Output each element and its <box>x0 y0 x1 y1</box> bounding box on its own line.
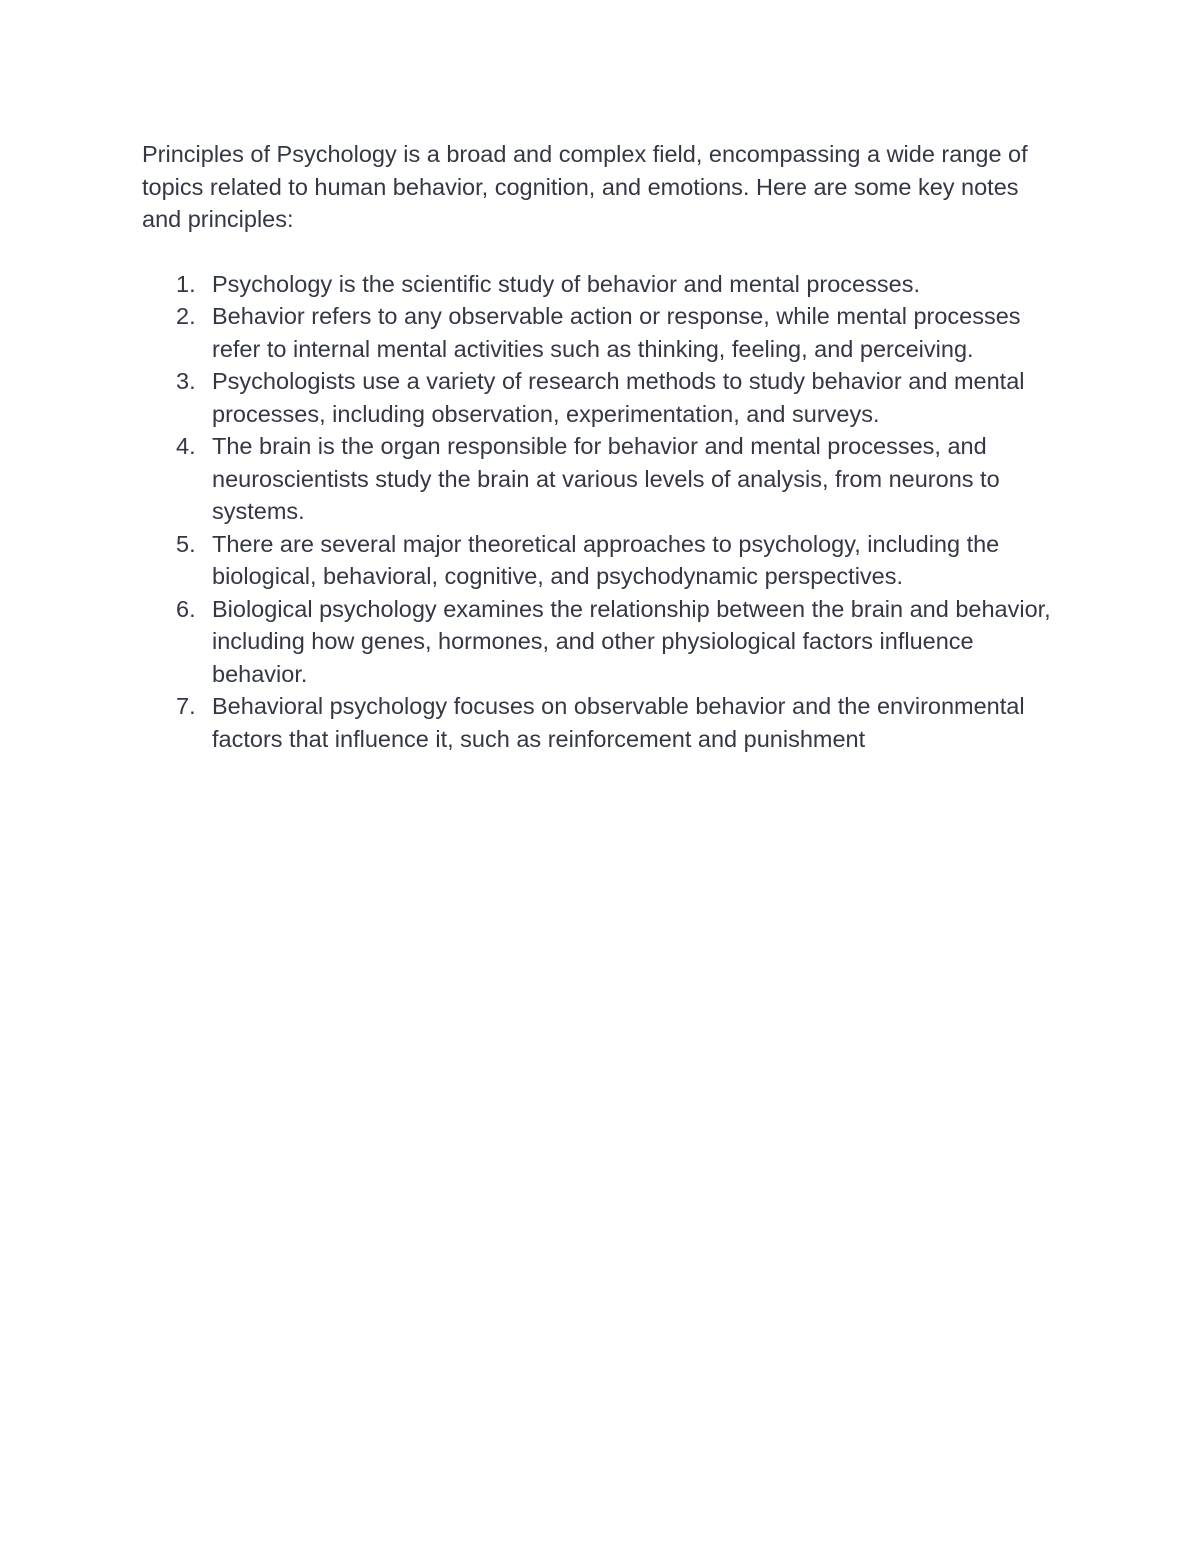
document-body <box>142 138 1062 755</box>
list-item-number: 7. <box>176 693 196 719</box>
list-item-text: Behavior refers to any observable action or response, while mental processes refer to internal mental activities such as thinking, feeling, and perceiving. <box>212 303 1021 362</box>
list-item-text: The brain is the organ responsible for behavior and mental processes, and neuroscientists study the brain at various levels of analysis, from neurons to systems. <box>212 433 1000 524</box>
list-item-text: There are several major theoretical approaches to psychology, including the biological, behavioral, cognitive, and psychodynamic perspectives. <box>212 530 1000 589</box>
list-item-number: 2. <box>176 303 196 329</box>
list-item-number: 6. <box>176 595 196 622</box>
list-item <box>142 528 1062 593</box>
list-item <box>142 268 1062 301</box>
list-item-number: 4. <box>176 433 196 459</box>
key-notes-list <box>142 268 1062 756</box>
list-item <box>142 300 1062 365</box>
list-item <box>142 690 1062 755</box>
list-item <box>142 593 1062 691</box>
list-item-number: 3. <box>176 368 196 394</box>
list-item-text: Psychology is the scientific study of behavior and mental processes. <box>212 270 920 297</box>
intro-paragraph: Principles of Psychology is a broad and complex field, encompassing a wide range of topics related to human behavior, cognition, and emotions. Here are some key notes and principles: <box>142 141 1028 232</box>
list-item <box>142 430 1062 528</box>
list-item-text: Psychologists use a variety of research methods to study behavior and mental processes, including observation, experimentation, and surveys. <box>212 368 1025 427</box>
list-item-number: 5. <box>176 530 196 557</box>
list-item-text: Behavioral psychology focuses on observable behavior and the environmental factors that influence it, such as reinforcement and punishment <box>212 693 1025 752</box>
list-item-text: Biological psychology examines the relationship between the brain and behavior, including how genes, hormones, and other physiological factors influence behavior. <box>212 595 1051 687</box>
list-item <box>142 365 1062 430</box>
list-item-number: 1. <box>176 270 196 297</box>
